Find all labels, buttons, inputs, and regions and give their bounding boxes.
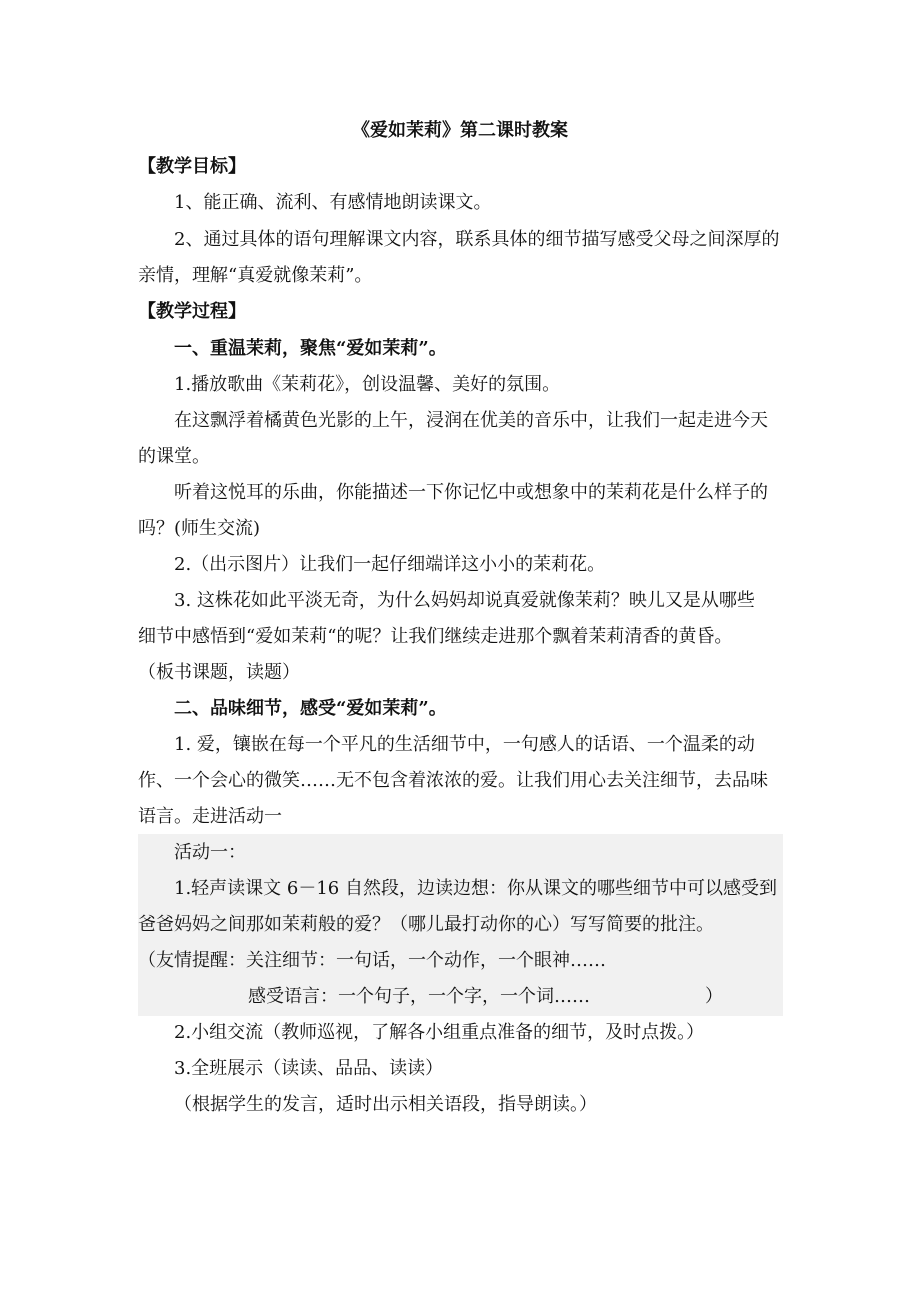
goal-item-2-line-2: 亲情，理解“真爱就像茉莉”。: [138, 265, 373, 286]
part1-paragraph-2-line-2: 的课堂。: [138, 446, 210, 467]
part2-paragraph-1-line-2: 作、一个会心的微笑……无不包含着浓浓的爱。让我们用心去关注细节，去品味: [138, 770, 768, 791]
process-heading: 【教学过程】: [138, 301, 246, 322]
part1-paragraph-2-line-1: 在这飘浮着橘黄色光影的上午，浸润在优美的音乐中，让我们一起走进今天: [174, 410, 768, 431]
part2-paragraph-1-line-3: 语言。走进活动一: [138, 806, 282, 827]
part1-paragraph-5-line-1: 3. 这株花如此平淡无奇，为什么妈妈却说真爱就像茉莉？映儿又是从哪些: [174, 590, 755, 611]
part1-paragraph-4: 2.（出示图片）让我们一起仔细端详这小小的茉莉花。: [174, 554, 606, 575]
document-title: 《爱如茉莉》第二课时教案: [352, 120, 568, 141]
goals-heading: 【教学目标】: [138, 156, 246, 177]
part1-paragraph-3-line-1: 听着这悦耳的乐曲，你能描述一下你记忆中或想象中的茉莉花是什么样子的: [174, 482, 768, 503]
part1-heading: 一、重温茉莉，聚焦“爱如茉莉”。: [174, 338, 447, 359]
activity-instruction-line-2: 爸爸妈妈之间那如茉莉般的爱？（哪儿最打动你的心）写写简要的批注。: [138, 914, 714, 935]
part2-paragraph-3: 3.全班展示（读读、品品、读读）: [174, 1058, 444, 1079]
part2-paragraph-1-line-1: 1. 爱，镶嵌在每一个平凡的生活细节中，一句感人的话语、一个温柔的动: [174, 734, 755, 755]
activity-instruction-line-1: 1.轻声读课文 6－16 自然段，边读边想：你从课文的哪些细节中可以感受到: [174, 878, 777, 899]
part2-paragraph-4: （根据学生的发言，适时出示相关语段，指导朗读。）: [174, 1094, 597, 1115]
part2-heading: 二、品味细节，感受“爱如茉莉”。: [174, 698, 447, 719]
activity-tip-close-paren: ）: [705, 986, 723, 1007]
part2-paragraph-2: 2.小组交流（教师巡视，了解各小组重点准备的细节，及时点拨。）: [174, 1022, 705, 1043]
part1-paragraph-1: 1.播放歌曲《茉莉花》，创设温馨、美好的氛围。: [174, 374, 561, 395]
activity-tip-line-2: 感受语言：一个句子，一个字，一个词……: [248, 986, 590, 1007]
activity-title: 活动一：: [174, 842, 246, 863]
activity-tip-line-1: （友情提醒：关注细节：一句话，一个动作，一个眼神……: [138, 950, 606, 971]
part1-paragraph-5-line-2: 细节中感悟到“爱如茉莉“的呢？让我们继续走进那个飘着茉莉清香的黄昏。: [138, 626, 733, 647]
goal-item-1: 1、能正确、流利、有感情地朗读课文。: [174, 192, 492, 213]
part1-paragraph-3-line-2: 吗？(师生交流): [138, 518, 261, 539]
part1-paragraph-5-line-3: （板书课题，读题）: [138, 662, 300, 683]
goal-item-2-line-1: 2、通过具体的语句理解课文内容，联系具体的细节描写感受父母之间深厚的: [174, 229, 780, 250]
